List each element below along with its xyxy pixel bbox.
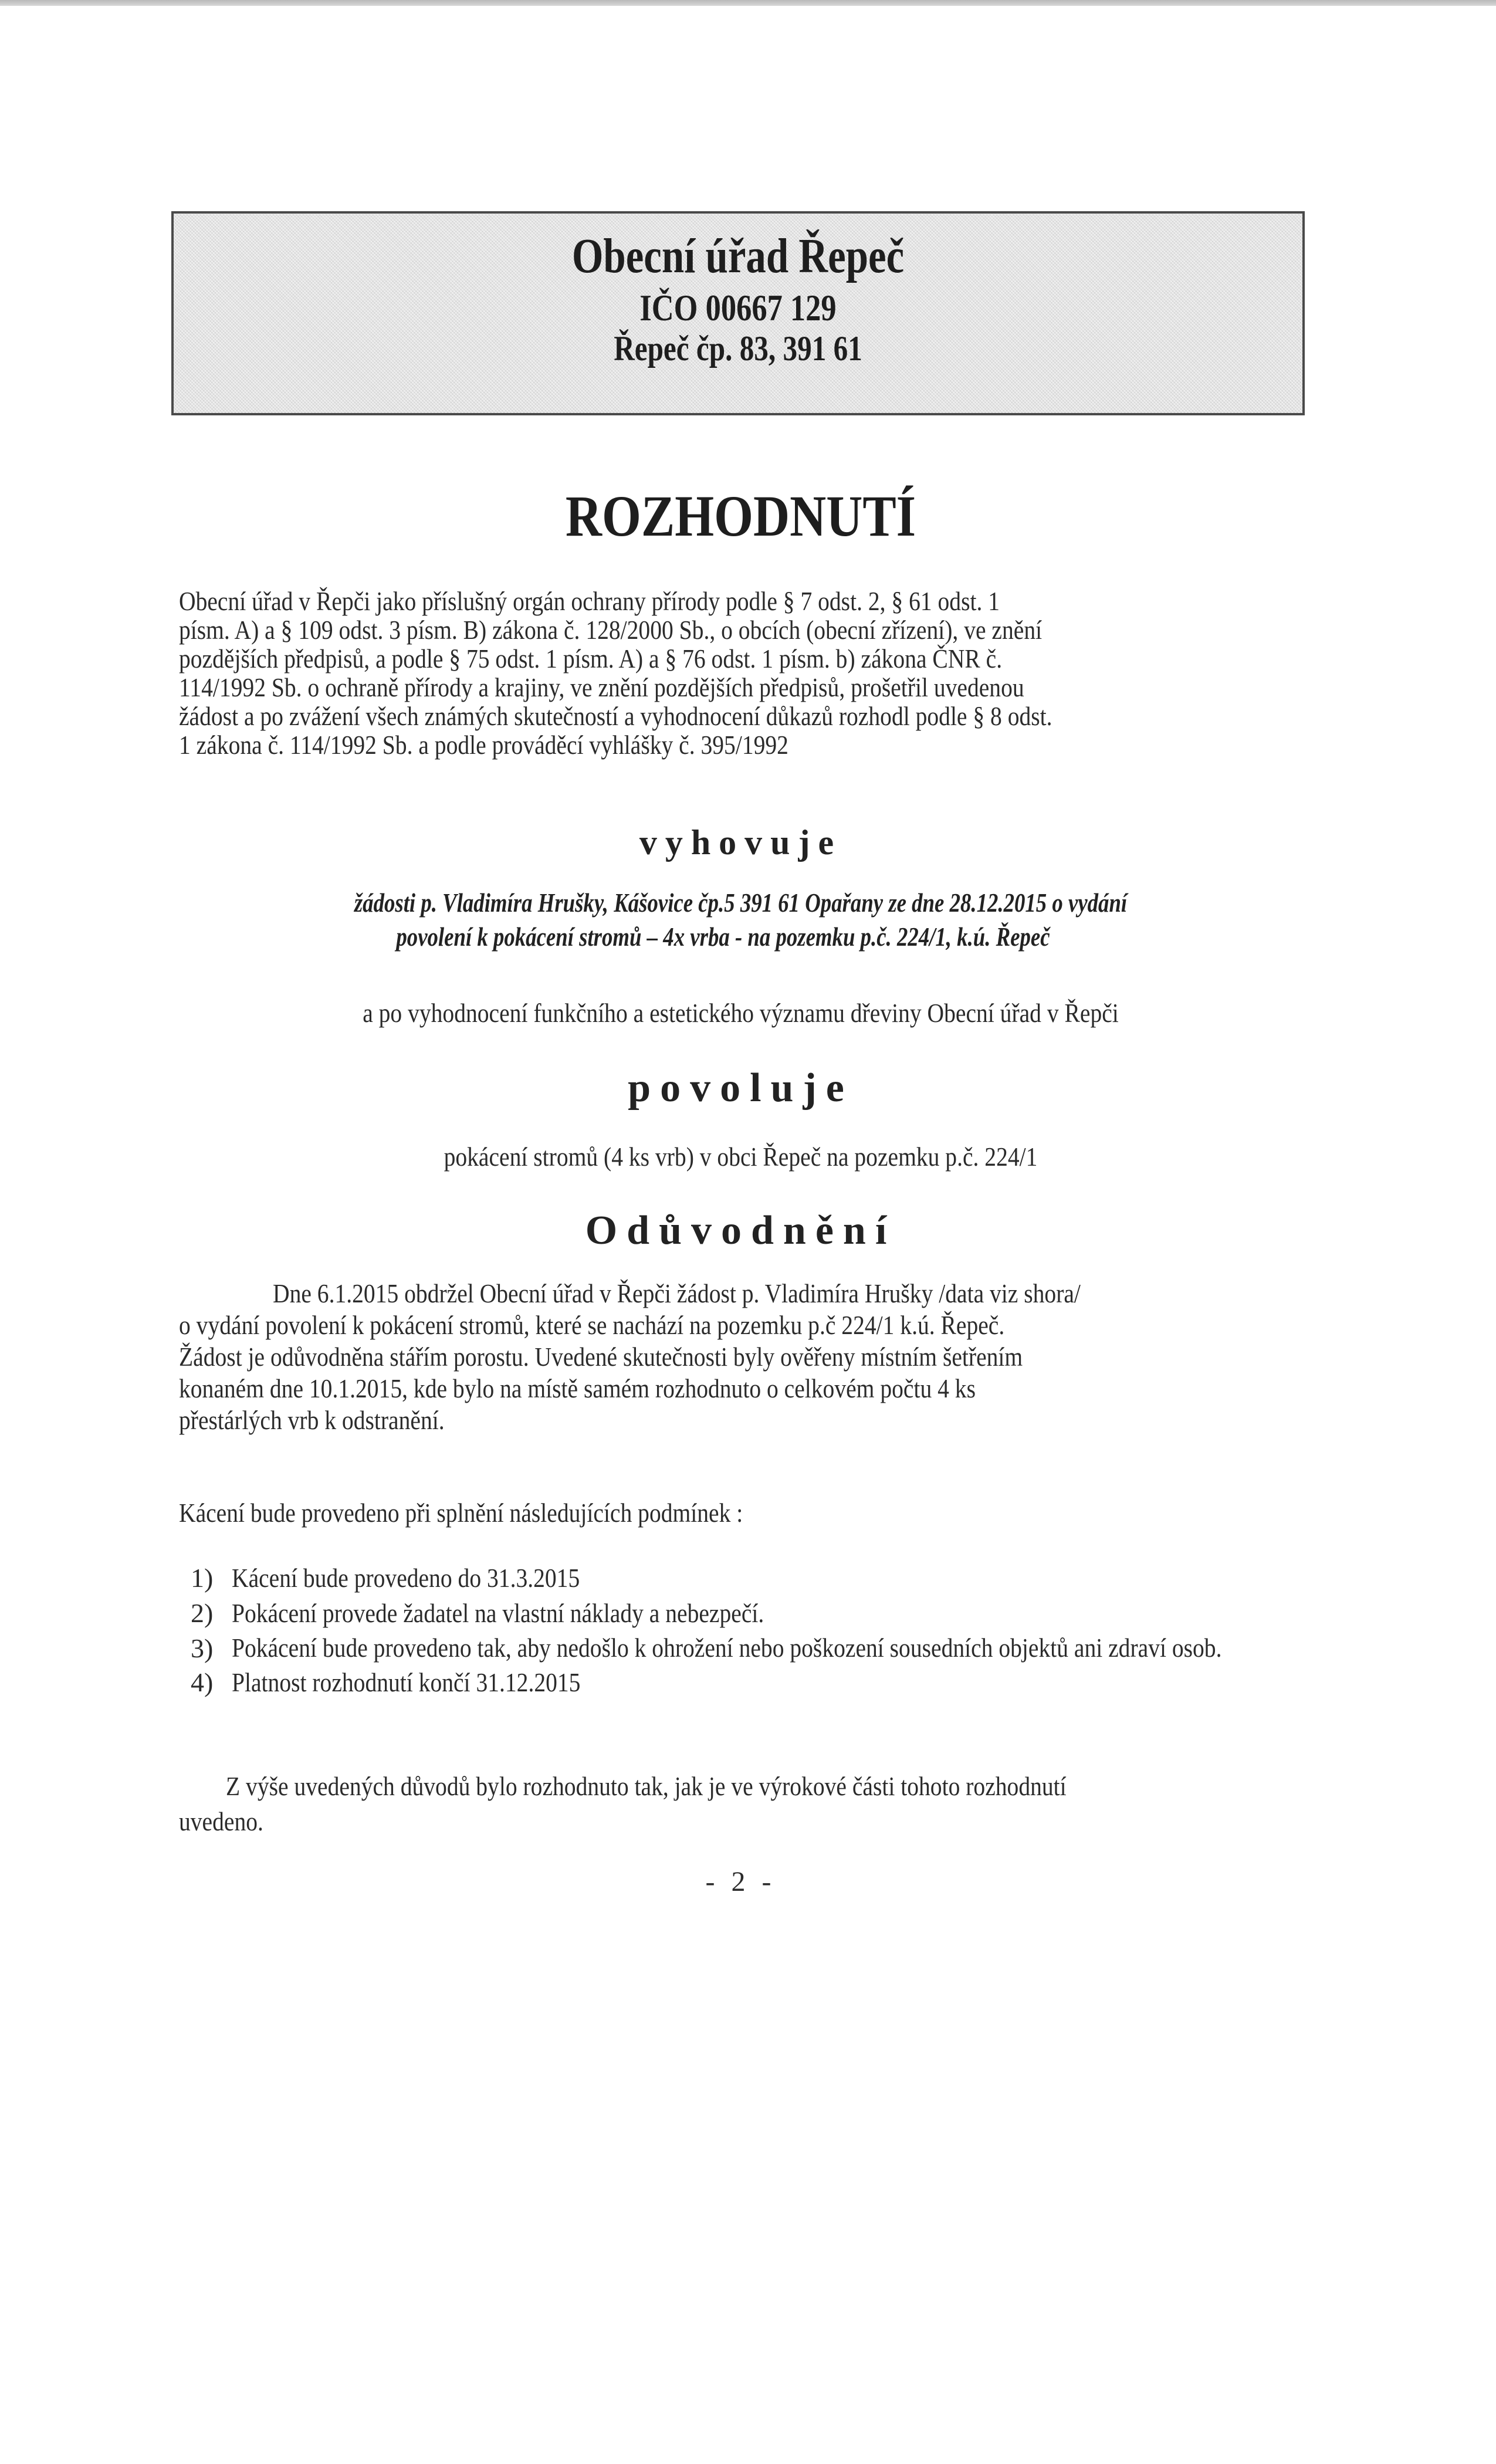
- intro-line: žádost a po zvážení všech známých skutečností a vyhodnocení důkazů rozhodl podle § 8 odst.: [179, 701, 1052, 731]
- condition-number: 3): [191, 1633, 214, 1663]
- conditions-intro: [179, 1499, 1302, 1527]
- request-line: žádosti p. Vladimíra Hrušky, Kášovice čp.5 391 61 Opařany ze dne 28.12.2015 o vydání: [354, 888, 1128, 918]
- condition-text: Pokácení bude provedeno tak, aby nedošlo k ohrožení nebo poškození sousedních objektů ani zdraví osob.: [232, 1633, 1222, 1663]
- office-ico: IČO 00667 129: [639, 287, 837, 329]
- reasoning-line: konaném dne 10.1.2015, kde bylo na místě samém rozhodnuto o celkovém počtu 4 ks: [179, 1373, 976, 1403]
- condition-text: Pokácení provede žadatel na vlastní náklady a nebezpečí.: [232, 1598, 764, 1628]
- heading-povoluje: povoluje: [628, 1065, 854, 1111]
- reasoning-line: Žádost je odůvodněna stářím porostu. Uvedené skutečnosti byly ověřeny místním šetřením: [179, 1342, 1023, 1372]
- intro-paragraph: [179, 587, 1302, 759]
- condition-item: [191, 1596, 1302, 1631]
- condition-text: Platnost rozhodnutí končí 31.12.2015: [232, 1667, 581, 1697]
- closing-line: uvedeno.: [179, 1806, 263, 1836]
- heading-oduvodneni: Odůvodnění: [585, 1208, 896, 1253]
- permit-line: pokácení stromů (4 ks vrb) v obci Řepeč na pozemku p.č. 224/1: [444, 1142, 1038, 1172]
- intro-line: 1 zákona č. 114/1992 Sb. a podle prováděcí vyhlášky č. 395/1992: [179, 730, 788, 760]
- condition-number: 1): [191, 1563, 214, 1593]
- condition-item: [191, 1631, 1302, 1665]
- conditions-list: [191, 1561, 1302, 1700]
- conditions-intro-text: Kácení bude provedeno při splnění následujících podmínek :: [179, 1498, 743, 1528]
- condition-text: Kácení bude provedeno do 31.3.2015: [232, 1563, 580, 1593]
- request-line: povolení k pokácení stromů – 4x vrba - na pozemku p.č. 224/1, k.ú. Řepeč: [396, 922, 1050, 952]
- condition-number: 4): [191, 1667, 214, 1697]
- closing-line: Z výše uvedených důvodů bylo rozhodnuto tak, jak je ve výrokové části tohoto rozhodnutí: [226, 1771, 1067, 1801]
- reasoning-line: přestárlých vrb k odstranění.: [179, 1405, 445, 1435]
- reasoning-line: Dne 6.1.2015 obdržel Obecní úřad v Řepči žádost p. Vladimíra Hrušky /data viz shora/: [273, 1278, 1081, 1308]
- condition-item: [191, 1561, 1302, 1596]
- page-number: - 2 -: [705, 1866, 776, 1897]
- letterhead-box: [171, 211, 1305, 415]
- reasoning-line: o vydání povolení k pokácení stromů, které se nachází na pozemku p.č 224/1 k.ú. Řepeč.: [179, 1310, 1005, 1340]
- condition-number: 2): [191, 1598, 214, 1628]
- intro-line: Obecní úřad v Řepči jako příslušný orgán ochrany přírody podle § 7 odst. 2, § 61 odst. 1: [179, 586, 1000, 616]
- document-title: ROZHODNUTÍ: [565, 483, 916, 549]
- reasoning-paragraph: [179, 1278, 1302, 1436]
- condition-item: [191, 1665, 1302, 1700]
- evaluation-line: a po vyhodnocení funkčního a estetického významu dřeviny Obecní úřad v Řepči: [363, 998, 1119, 1028]
- heading-vyhovuje: vyhovuje: [639, 823, 842, 862]
- request-block: [179, 886, 1302, 954]
- intro-line: písm. A) a § 109 odst. 3 písm. B) zákona č. 128/2000 Sb., o obcích (obecní zřízení), ve znění: [179, 615, 1043, 645]
- intro-line: 114/1992 Sb. o ochraně přírody a krajiny, ve znění pozdějších předpisů, prošetřil uvedenou: [179, 672, 1024, 702]
- closing-paragraph: [179, 1769, 1302, 1839]
- office-name: Obecní úřad Řepeč: [571, 229, 905, 283]
- office-address: Řepeč čp. 83, 391 61: [614, 329, 862, 368]
- intro-line: pozdějších předpisů, a podle § 75 odst. 1 písm. A) a § 76 odst. 1 písm. b) zákona ČNR č.: [179, 644, 1003, 673]
